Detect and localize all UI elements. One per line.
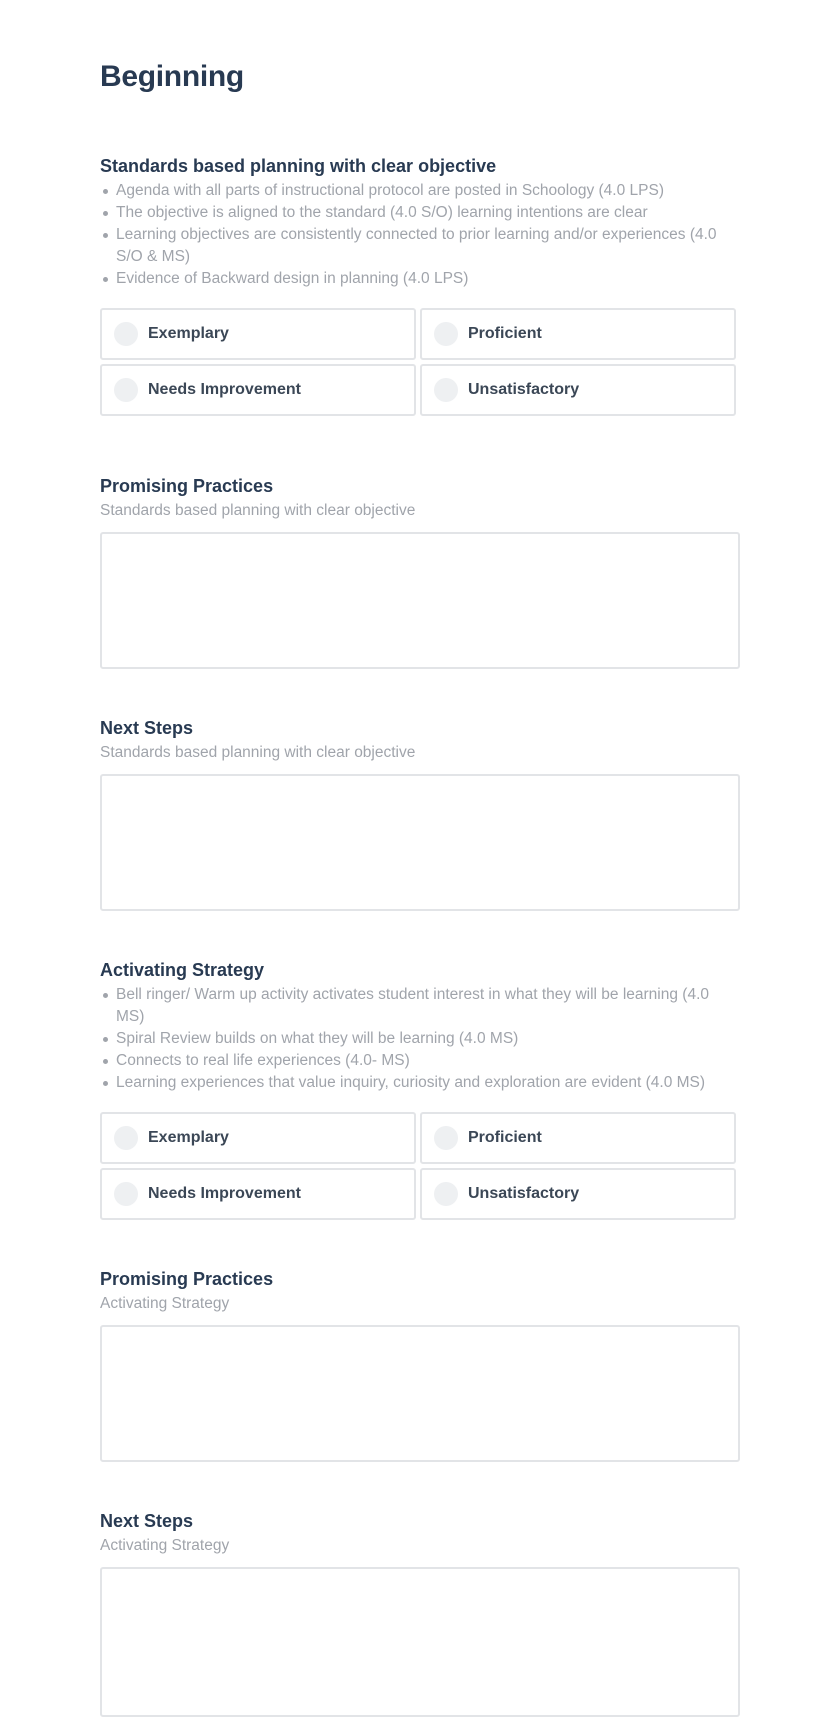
rating-option-proficient[interactable] xyxy=(420,308,736,360)
criteria-item: Agenda with all parts of instructional protocol are posted in Schoology (4.0 LPS) xyxy=(116,180,740,202)
rating-options xyxy=(100,308,740,416)
rating-option-unsatisfactory[interactable] xyxy=(420,364,736,416)
rating-option-exemplary[interactable] xyxy=(100,308,416,360)
section-title: Next Steps xyxy=(100,718,194,738)
radio-circle-icon[interactable] xyxy=(114,1182,138,1206)
rating-label: Needs Improvement xyxy=(148,1185,301,1202)
rating-option-unsatisfactory[interactable] xyxy=(420,1168,736,1220)
section-title: Activating Strategy xyxy=(100,960,265,980)
criteria-item: Learning experiences that value inquiry, curiosity and exploration are evident (4.0 MS) xyxy=(116,1072,740,1094)
section-subtitle: Activating Strategy xyxy=(100,1537,230,1554)
rating-label: Needs Improvement xyxy=(148,381,301,398)
criteria-list xyxy=(100,984,740,1094)
next-steps-textarea[interactable] xyxy=(100,774,740,911)
promising-practices-textarea[interactable] xyxy=(100,532,740,669)
radio-circle-icon[interactable] xyxy=(114,378,138,402)
promising-practices-textarea[interactable] xyxy=(100,1325,740,1462)
radio-circle-icon[interactable] xyxy=(114,1126,138,1150)
criteria-item: Bell ringer/ Warm up activity activates student interest in what they will be learning (4.0 MS) xyxy=(116,984,740,1028)
standards-promising-section xyxy=(100,474,740,669)
rating-option-proficient[interactable] xyxy=(420,1112,736,1164)
section-subtitle: Standards based planning with clear objective xyxy=(100,744,416,761)
section-title: Standards based planning with clear objective xyxy=(100,156,497,176)
criteria-item: Spiral Review builds on what they will be learning (4.0 MS) xyxy=(116,1028,740,1050)
criteria-item: Connects to real life experiences (4.0- MS) xyxy=(116,1050,740,1072)
activating-next-steps-section xyxy=(100,1509,740,1717)
criteria-item: Evidence of Backward design in planning (4.0 LPS) xyxy=(116,268,740,290)
rating-label: Proficient xyxy=(468,1129,542,1146)
criteria-item: The objective is aligned to the standard (4.0 S/O) learning intentions are clear xyxy=(116,202,740,224)
rating-label: Unsatisfactory xyxy=(468,1185,580,1202)
radio-circle-icon[interactable] xyxy=(434,1126,458,1150)
rating-label: Exemplary xyxy=(148,325,229,342)
rating-label: Exemplary xyxy=(148,1129,229,1146)
criteria-list xyxy=(100,180,740,290)
section-title: Promising Practices xyxy=(100,1269,274,1289)
section-subtitle: Standards based planning with clear objective xyxy=(100,502,416,519)
criteria-item: Learning objectives are consistently connected to prior learning and/or experiences (4.0 S/O & MS) xyxy=(116,224,740,268)
page-title: Beginning xyxy=(100,60,244,93)
activating-promising-section xyxy=(100,1267,740,1462)
section-subtitle: Activating Strategy xyxy=(100,1295,230,1312)
radio-circle-icon[interactable] xyxy=(434,322,458,346)
rating-label: Unsatisfactory xyxy=(468,381,580,398)
activating-strategy-section xyxy=(100,958,740,1220)
rating-option-needs-improvement[interactable] xyxy=(100,364,416,416)
section-title: Promising Practices xyxy=(100,476,274,496)
rating-option-exemplary[interactable] xyxy=(100,1112,416,1164)
next-steps-textarea[interactable] xyxy=(100,1567,740,1717)
radio-circle-icon[interactable] xyxy=(434,1182,458,1206)
radio-circle-icon[interactable] xyxy=(114,322,138,346)
rating-option-needs-improvement[interactable] xyxy=(100,1168,416,1220)
radio-circle-icon[interactable] xyxy=(434,378,458,402)
standards-next-steps-section xyxy=(100,716,740,911)
rating-label: Proficient xyxy=(468,325,542,342)
rating-options xyxy=(100,1112,740,1220)
standards-section xyxy=(100,154,740,416)
section-title: Next Steps xyxy=(100,1511,194,1531)
